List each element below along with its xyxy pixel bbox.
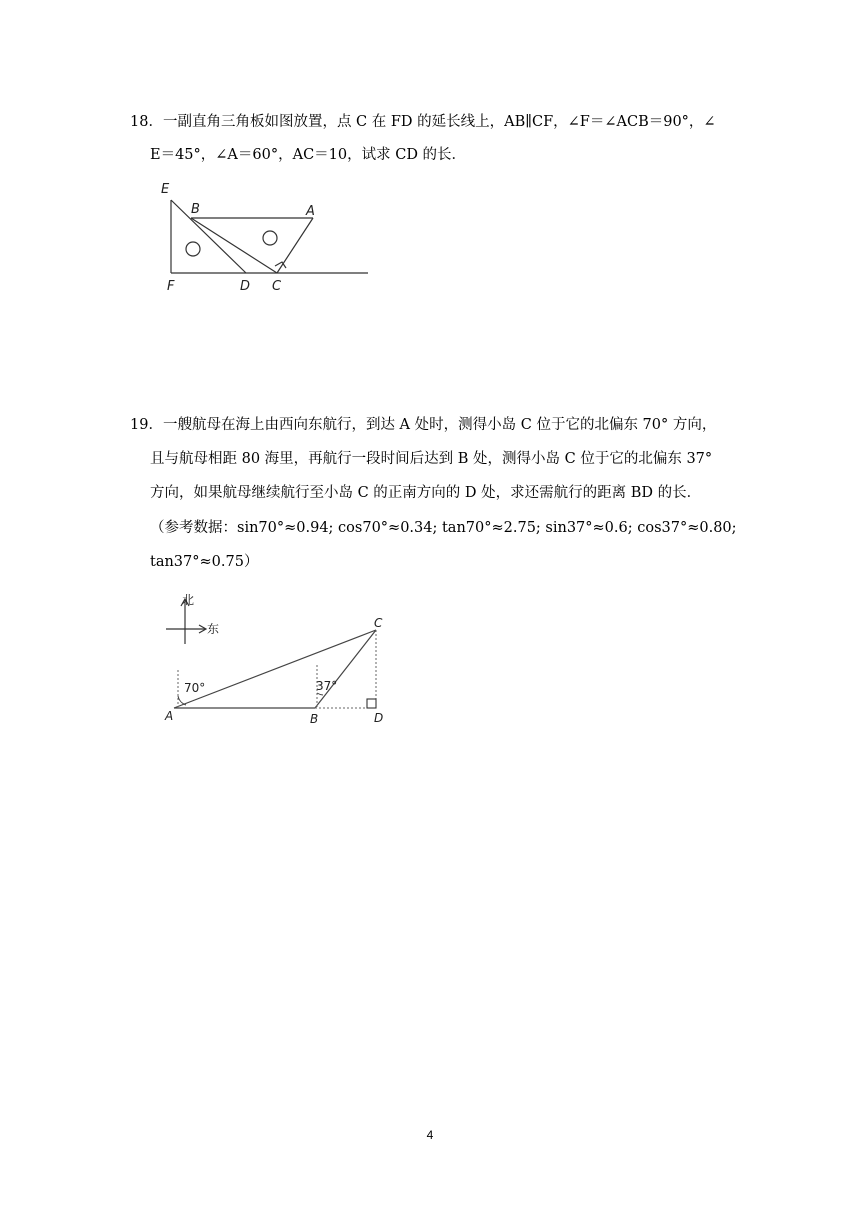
label-A: A (306, 204, 315, 219)
problem-19-line-1: 19．一艘航母在海上由西向东航行，到达 A 处时，测得小岛 C 位于它的北偏东 70° 方向， (130, 417, 717, 433)
label-C: C (374, 616, 383, 630)
label-B: B (191, 202, 200, 217)
label-D: D (374, 711, 384, 725)
problem-19-figure (160, 590, 400, 740)
label-E: E (161, 182, 170, 197)
angle-a-label: 70° (184, 681, 206, 695)
problem-18-line-1: 18．一副直角三角板如图放置，点 C 在 FD 的延长线上，AB∥CF，∠F＝∠ACB＝90°，∠ (130, 114, 716, 130)
label-F: F (167, 279, 175, 294)
label-D: D (240, 279, 251, 294)
east-label: 东 (207, 622, 220, 636)
problem-18-figure (155, 180, 385, 300)
problem-19-line-3: 方向，如果航母继续航行至小岛 C 的正南方向的 D 处，求还需航行的距离 BD 的长． (150, 485, 702, 501)
problem-19-line-4: （参考数据：sin70°≈0.94; cos70°≈0.34; tan70°≈2.75; sin37°≈0.6; cos37°≈0.80; (150, 520, 737, 536)
north-label: 北 (182, 593, 195, 607)
problem-19-line-5: tan37°≈0.75） (150, 554, 259, 570)
label-B: B (310, 712, 319, 726)
label-A: A (165, 709, 174, 723)
page-number: 4 (426, 1128, 434, 1142)
label-C: C (272, 279, 282, 294)
problem-19-line-2: 且与航母相距 80 海里，再航行一段时间后达到 B 处，测得小岛 C 位于它的北偏东 37° (150, 451, 713, 467)
problem-18-line-2: E＝45°，∠A＝60°，AC＝10，试求 CD 的长． (150, 147, 467, 163)
angle-b-label: 37° (316, 679, 338, 693)
